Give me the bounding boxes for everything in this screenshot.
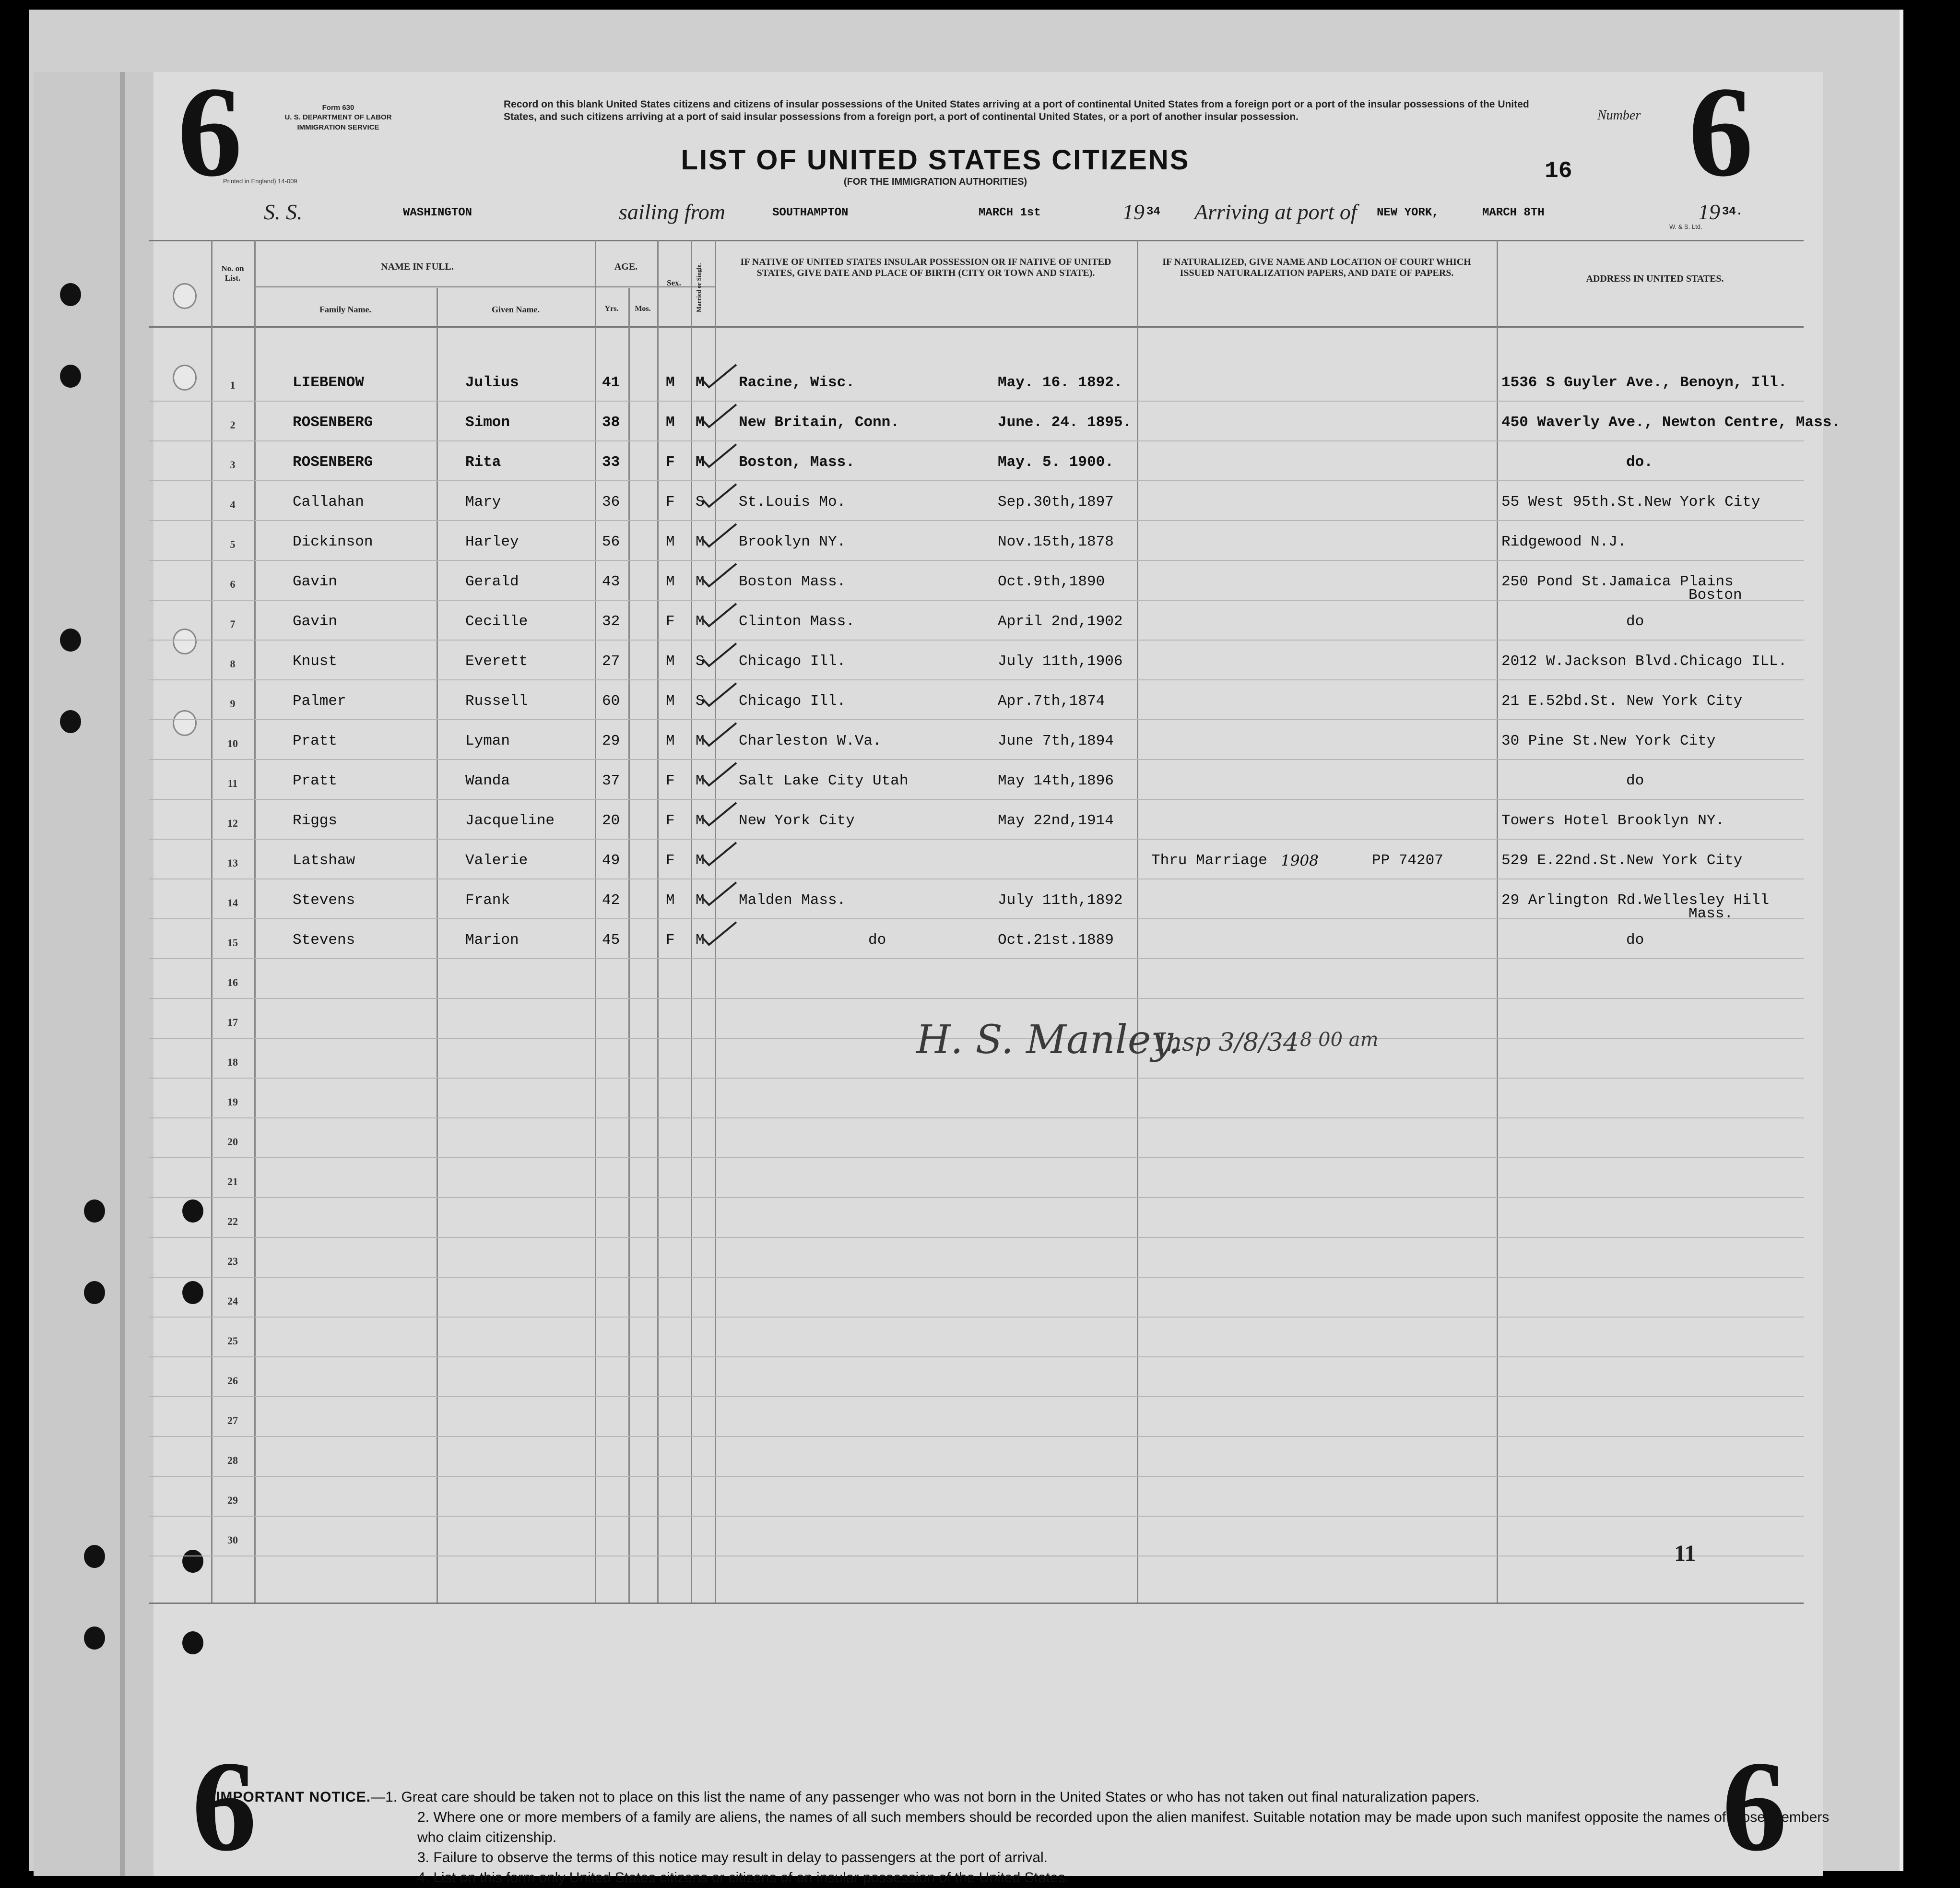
ss-label: S. S. <box>264 200 303 224</box>
marital-status: M <box>696 812 705 829</box>
form-number-top-left: 6 <box>177 60 242 203</box>
birth-place: Brooklyn NY. <box>739 534 846 550</box>
row-rule <box>149 1317 1804 1318</box>
check-mark <box>700 561 739 590</box>
printer-mark: Printed in England) 14-009 <box>223 178 297 185</box>
punch-hole <box>84 1545 105 1568</box>
port-to: NEW YORK, <box>1377 206 1439 219</box>
list-count: 16 <box>1545 158 1572 184</box>
address: Ridgewood N.J. <box>1501 534 1627 550</box>
row-number: 24 <box>227 1295 238 1307</box>
row-rule <box>149 1356 1804 1357</box>
address: 30 Pine St.New York City <box>1501 733 1716 749</box>
given-name: Julius <box>465 374 519 391</box>
check-mark <box>700 362 739 391</box>
check-mark <box>700 402 739 431</box>
age-years: 27 <box>602 653 620 670</box>
sail-year-prefix: 19 <box>1122 200 1145 224</box>
port-from: SOUTHAMPTON <box>772 206 849 219</box>
row-number: 11 <box>227 777 238 789</box>
birth-place: do <box>868 932 886 949</box>
given-name: Cecille <box>465 613 528 630</box>
record-instructions: Record on this blank United States citizens and citizens of insular possessions of the United States arriving at a port of continental United States from a foreign port or a port of the insular possessions of the United States, and such citizens arriving at a port of said insular possessions from a foreign port, a port of continental United States, or a port of another insular possession. <box>504 99 1529 123</box>
row-number: 8 <box>230 658 236 670</box>
family-name: Pratt <box>293 772 338 789</box>
row-number: 1 <box>230 379 236 391</box>
important-notice: IMPORTANT NOTICE.—1. Great care should be taken not to place on this list the name of any passenger who was not born in the United States or who has not taken out final naturalization papers. 2. Where one or more members of a family are aliens, the names of all such members should be recorded upon the alien manifest. Suitable notation may be made upon such manifest opposite the names of those members who claim citizenship. 3. Failure to observe the terms of this notice may result in delay to passengers at the port of arrival. 4. List on this form only United States citizens or citizens of an insular possession of the United States. <box>216 1789 1830 1886</box>
col-header-naturalized: IF NATURALIZED, GIVE NAME AND LOCATION OF COURT WHICH ISSUED NATURALIZATION PAPERS, AND DATE OF PAPERS. <box>1162 257 1471 278</box>
col-header-married: Married or Single. <box>695 263 702 313</box>
address: do <box>1626 613 1644 630</box>
naturalization-papers: PP 74207 <box>1372 852 1443 869</box>
sex: M <box>666 733 675 749</box>
family-name: Dickinson <box>293 534 373 550</box>
row-number: 26 <box>227 1375 238 1387</box>
row-number: 23 <box>227 1255 238 1267</box>
address: 21 E.52bd.St. New York City <box>1501 693 1743 710</box>
age-years: 36 <box>602 494 620 511</box>
row-number: 27 <box>227 1414 238 1426</box>
marital-status: M <box>696 414 705 431</box>
row-number: 16 <box>227 976 238 988</box>
row-number: 5 <box>230 538 236 550</box>
row-rule <box>149 998 1804 999</box>
birth-place: Boston Mass. <box>739 573 846 590</box>
punch-hole <box>60 710 81 733</box>
address: 450 Waverly Ave., Newton Centre, Mass. <box>1501 414 1841 431</box>
number-label: Number <box>1597 108 1641 123</box>
row-number: 6 <box>230 578 236 590</box>
check-mark <box>700 760 739 789</box>
age-years: 56 <box>602 534 620 550</box>
age-years: 45 <box>602 932 620 949</box>
age-years: 41 <box>602 374 620 391</box>
arrive-date: MARCH 8TH <box>1482 206 1545 219</box>
col-header-sex: Sex. <box>667 278 681 287</box>
citizens-list-form <box>34 60 1841 1886</box>
check-mark <box>700 920 739 949</box>
family-name: Knust <box>293 653 338 670</box>
given-name: Valerie <box>465 852 528 869</box>
inspector-signature <box>916 1008 1396 1084</box>
marital-status: S <box>696 653 705 670</box>
punch-hole <box>173 283 197 309</box>
punch-hole <box>182 1281 203 1304</box>
birth-date: Sep.30th,1897 <box>998 494 1114 511</box>
address: 55 West 95th.St.New York City <box>1501 494 1760 511</box>
birth-place: New Britain, Conn. <box>739 414 899 431</box>
birth-date: July 11th,1906 <box>998 653 1123 670</box>
marital-status: M <box>696 613 705 630</box>
age-years: 32 <box>602 613 620 630</box>
row-rule <box>149 1157 1804 1158</box>
family-name: Gavin <box>293 573 338 590</box>
punch-hole <box>84 1627 105 1650</box>
marital-status: S <box>696 693 705 710</box>
sex: M <box>666 693 675 710</box>
address: do <box>1626 772 1644 789</box>
birth-place: Racine, Wisc. <box>739 374 855 391</box>
birth-place: Salt Lake City Utah <box>739 772 909 789</box>
check-mark <box>700 482 739 511</box>
row-number: 20 <box>227 1136 238 1148</box>
family-name: Stevens <box>293 892 355 909</box>
row-number: 22 <box>227 1215 238 1227</box>
check-mark <box>700 721 739 749</box>
marital-status: M <box>696 534 705 550</box>
check-mark <box>700 880 739 909</box>
birth-date: May 22nd,1914 <box>998 812 1114 829</box>
sex: F <box>666 494 675 511</box>
row-rule <box>149 1476 1804 1477</box>
family-name: ROSENBERG <box>293 414 373 431</box>
punch-hole <box>173 710 197 736</box>
row-rule <box>149 1117 1804 1118</box>
sex: F <box>666 454 675 471</box>
row-rule <box>149 679 1804 680</box>
row-number: 18 <box>227 1056 238 1068</box>
family-name: ROSENBERG <box>293 454 373 471</box>
marital-status: M <box>696 733 705 749</box>
birth-date: June 7th,1894 <box>998 733 1114 749</box>
naturalization-year: 1908 <box>1281 852 1319 869</box>
row-rule <box>149 759 1804 760</box>
sail-date: MARCH 1st <box>979 206 1041 219</box>
age-years: 43 <box>602 573 620 590</box>
marital-status: M <box>696 852 705 869</box>
sail-year-suffix: 34 <box>1146 205 1160 218</box>
punch-hole <box>173 365 197 391</box>
row-rule <box>149 918 1804 919</box>
family-name: Callahan <box>293 494 364 511</box>
punch-hole <box>182 1199 203 1223</box>
family-name: Palmer <box>293 693 346 710</box>
row-rule <box>149 1237 1804 1238</box>
row-rule <box>149 560 1804 561</box>
col-header-name: NAME IN FULL. <box>381 261 454 272</box>
birth-place: Chicago Ill. <box>739 693 846 710</box>
row-number: 9 <box>230 698 236 710</box>
row-number: 21 <box>227 1176 238 1187</box>
address: 1536 S Guyler Ave., Benoyn, Ill. <box>1501 374 1787 391</box>
row-rule <box>149 839 1804 840</box>
signature-time: 8 00 am <box>1300 1029 1379 1051</box>
given-name: Russell <box>465 693 528 710</box>
row-rule <box>149 1516 1804 1517</box>
row-number: 10 <box>227 737 238 749</box>
birth-date: July 11th,1892 <box>998 892 1123 909</box>
family-name: Stevens <box>293 932 355 949</box>
age-years: 42 <box>602 892 620 909</box>
given-name: Harley <box>465 534 519 550</box>
row-number: 3 <box>230 459 236 471</box>
address-line-2: Mass. <box>1688 905 1734 922</box>
col-header-given: Given Name. <box>492 305 540 314</box>
table-bottom-rule <box>149 1603 1804 1604</box>
marital-status: S <box>696 494 705 511</box>
birth-date: Nov.15th,1878 <box>998 534 1114 550</box>
birth-place: St.Louis Mo. <box>739 494 846 511</box>
sex: F <box>666 932 675 949</box>
row-rule <box>149 520 1804 521</box>
row-rule <box>149 1396 1804 1397</box>
row-number: 28 <box>227 1454 238 1466</box>
age-years: 60 <box>602 693 620 710</box>
birth-date: May. 16. 1892. <box>998 374 1123 391</box>
marital-status: M <box>696 454 705 471</box>
check-mark <box>700 840 739 869</box>
arrive-year-suffix: 34. <box>1722 205 1743 218</box>
page-mark: 11 <box>1674 1541 1696 1566</box>
row-rule <box>149 440 1804 441</box>
sex: M <box>666 374 675 391</box>
naturalization: Thru Marriage <box>1151 852 1267 869</box>
address: do <box>1626 932 1644 949</box>
given-name: Gerald <box>465 573 519 590</box>
given-name: Everett <box>465 653 528 670</box>
given-name: Frank <box>465 892 510 909</box>
row-number: 17 <box>227 1016 238 1028</box>
birth-place: Malden Mass. <box>739 892 846 909</box>
row-rule <box>149 1436 1804 1437</box>
col-header-mos: Mos. <box>635 305 651 313</box>
check-mark <box>700 522 739 550</box>
row-number: 29 <box>227 1494 238 1506</box>
row-rule <box>149 480 1804 481</box>
sex: M <box>666 573 675 590</box>
col-header-native: IF NATIVE OF UNITED STATES INSULAR POSSESSION OR IF NATIVE OF UNITED STATES, GIVE DATE AND PLACE OF BIRTH (CITY OR TOWN AND STATE). <box>740 257 1111 278</box>
row-number: 7 <box>230 618 236 630</box>
birth-date: June. 24. 1895. <box>998 414 1132 431</box>
row-rule <box>149 1197 1804 1198</box>
birth-place: Boston, Mass. <box>739 454 855 471</box>
check-mark <box>700 641 739 670</box>
row-rule <box>149 640 1804 641</box>
page-subtitle: (FOR THE IMMIGRATION AUTHORITIES) <box>843 177 1027 187</box>
address: do. <box>1626 454 1653 471</box>
sex: M <box>666 414 675 431</box>
given-name: Mary <box>465 494 501 511</box>
sailing-from-label: sailing from <box>619 200 725 224</box>
col-header-address: ADDRESS IN UNITED STATES. <box>1586 273 1724 284</box>
row-number: 25 <box>227 1335 238 1347</box>
arriving-label: Arriving at port of <box>1194 200 1357 224</box>
printer-code: W. & S. Ltd. <box>1669 223 1702 230</box>
marital-status: M <box>696 374 705 391</box>
row-rule <box>149 799 1804 800</box>
row-number: 14 <box>227 897 238 909</box>
header-bottom-rule <box>149 326 1804 328</box>
age-years: 37 <box>602 772 620 789</box>
family-name: Riggs <box>293 812 338 829</box>
col-header-no: No. on List. <box>221 264 244 283</box>
marital-status: M <box>696 772 705 789</box>
address: 2012 W.Jackson Blvd.Chicago ILL. <box>1501 653 1787 670</box>
birth-place: New York City <box>739 812 855 829</box>
punch-hole <box>84 1281 105 1304</box>
sex: F <box>666 812 675 829</box>
row-rule <box>149 958 1804 959</box>
address: 29 Arlington Rd.Wellesley Hill <box>1501 892 1770 909</box>
sex: F <box>666 852 675 869</box>
row-number: 4 <box>230 499 236 511</box>
punch-hole <box>60 365 81 388</box>
sex: F <box>666 772 675 789</box>
birth-date: Apr.7th,1874 <box>998 693 1105 710</box>
table-top-rule <box>149 240 1804 241</box>
check-mark <box>700 601 739 630</box>
row-number: 15 <box>227 937 238 949</box>
col-header-age: AGE. <box>614 261 638 272</box>
age-years: 49 <box>602 852 620 869</box>
family-name: Latshaw <box>293 852 355 869</box>
row-rule <box>149 600 1804 601</box>
punch-hole <box>182 1631 203 1654</box>
given-name: Simon <box>465 414 510 431</box>
birth-date: May 14th,1896 <box>998 772 1114 789</box>
binding-strip <box>34 72 153 1876</box>
row-number: 13 <box>227 857 238 869</box>
row-rule <box>149 719 1804 720</box>
form-number-bottom-left: 6 <box>192 1734 257 1878</box>
punch-hole <box>84 1199 105 1223</box>
check-mark <box>700 681 739 710</box>
birth-date: Oct.9th,1890 <box>998 573 1105 590</box>
address: 529 E.22nd.St.New York City <box>1501 852 1743 869</box>
row-number: 2 <box>230 419 236 431</box>
marital-status: M <box>696 932 705 949</box>
family-name: Gavin <box>293 613 338 630</box>
birth-place: Chicago Ill. <box>739 653 846 670</box>
birth-place: Charleston W.Va. <box>739 733 882 749</box>
given-name: Lyman <box>465 733 510 749</box>
given-name: Marion <box>465 932 519 949</box>
row-rule <box>149 401 1804 402</box>
check-mark <box>700 442 739 471</box>
age-years: 33 <box>602 454 620 471</box>
punch-hole <box>173 629 197 654</box>
sex: F <box>666 613 675 630</box>
punch-hole <box>60 629 81 652</box>
row-number: 30 <box>227 1534 238 1546</box>
birth-date: May. 5. 1900. <box>998 454 1114 471</box>
birth-place: Clinton Mass. <box>739 613 855 630</box>
age-years: 20 <box>602 812 620 829</box>
col-header-family: Family Name. <box>319 305 371 314</box>
form-info: Form 630 U. S. DEPARTMENT OF LABOR IMMIGRATION SERVICE <box>284 104 392 131</box>
row-number: 19 <box>227 1096 238 1108</box>
col-header-yrs: Yrs. <box>604 305 619 313</box>
punch-hole <box>60 283 81 306</box>
row-rule <box>149 1277 1804 1278</box>
address: 250 Pond St.Jamaica Plains <box>1501 573 1734 590</box>
birth-date: April 2nd,1902 <box>998 613 1123 630</box>
age-years: 38 <box>602 414 620 431</box>
birth-date: Oct.21st.1889 <box>998 932 1114 949</box>
check-mark <box>700 800 739 829</box>
signature-name: H. S. Manley. <box>916 1017 1181 1063</box>
punch-hole <box>182 1550 203 1573</box>
arrive-year-prefix: 19 <box>1698 200 1720 224</box>
form-number-top-right: 6 <box>1688 60 1753 203</box>
ship-name: WASHINGTON <box>403 206 472 219</box>
marital-status: M <box>696 892 705 909</box>
row-number: 12 <box>227 817 238 829</box>
family-name: Pratt <box>293 733 338 749</box>
address-line-2: Boston <box>1688 587 1742 604</box>
page-title: LIST OF UNITED STATES CITIZENS <box>681 144 1190 176</box>
given-name: Wanda <box>465 772 510 789</box>
given-name: Rita <box>465 454 501 471</box>
marital-status: M <box>696 573 705 590</box>
age-years: 29 <box>602 733 620 749</box>
family-name: LIEBENOW <box>293 374 364 391</box>
sex: M <box>666 892 675 909</box>
address: Towers Hotel Brooklyn NY. <box>1501 812 1725 829</box>
form-number-bottom-right: 6 <box>1722 1734 1787 1878</box>
sex: M <box>666 534 675 550</box>
sex: M <box>666 653 675 670</box>
signature-note: Insp 3/8/34 <box>1156 1028 1299 1057</box>
given-name: Jacqueline <box>465 812 555 829</box>
